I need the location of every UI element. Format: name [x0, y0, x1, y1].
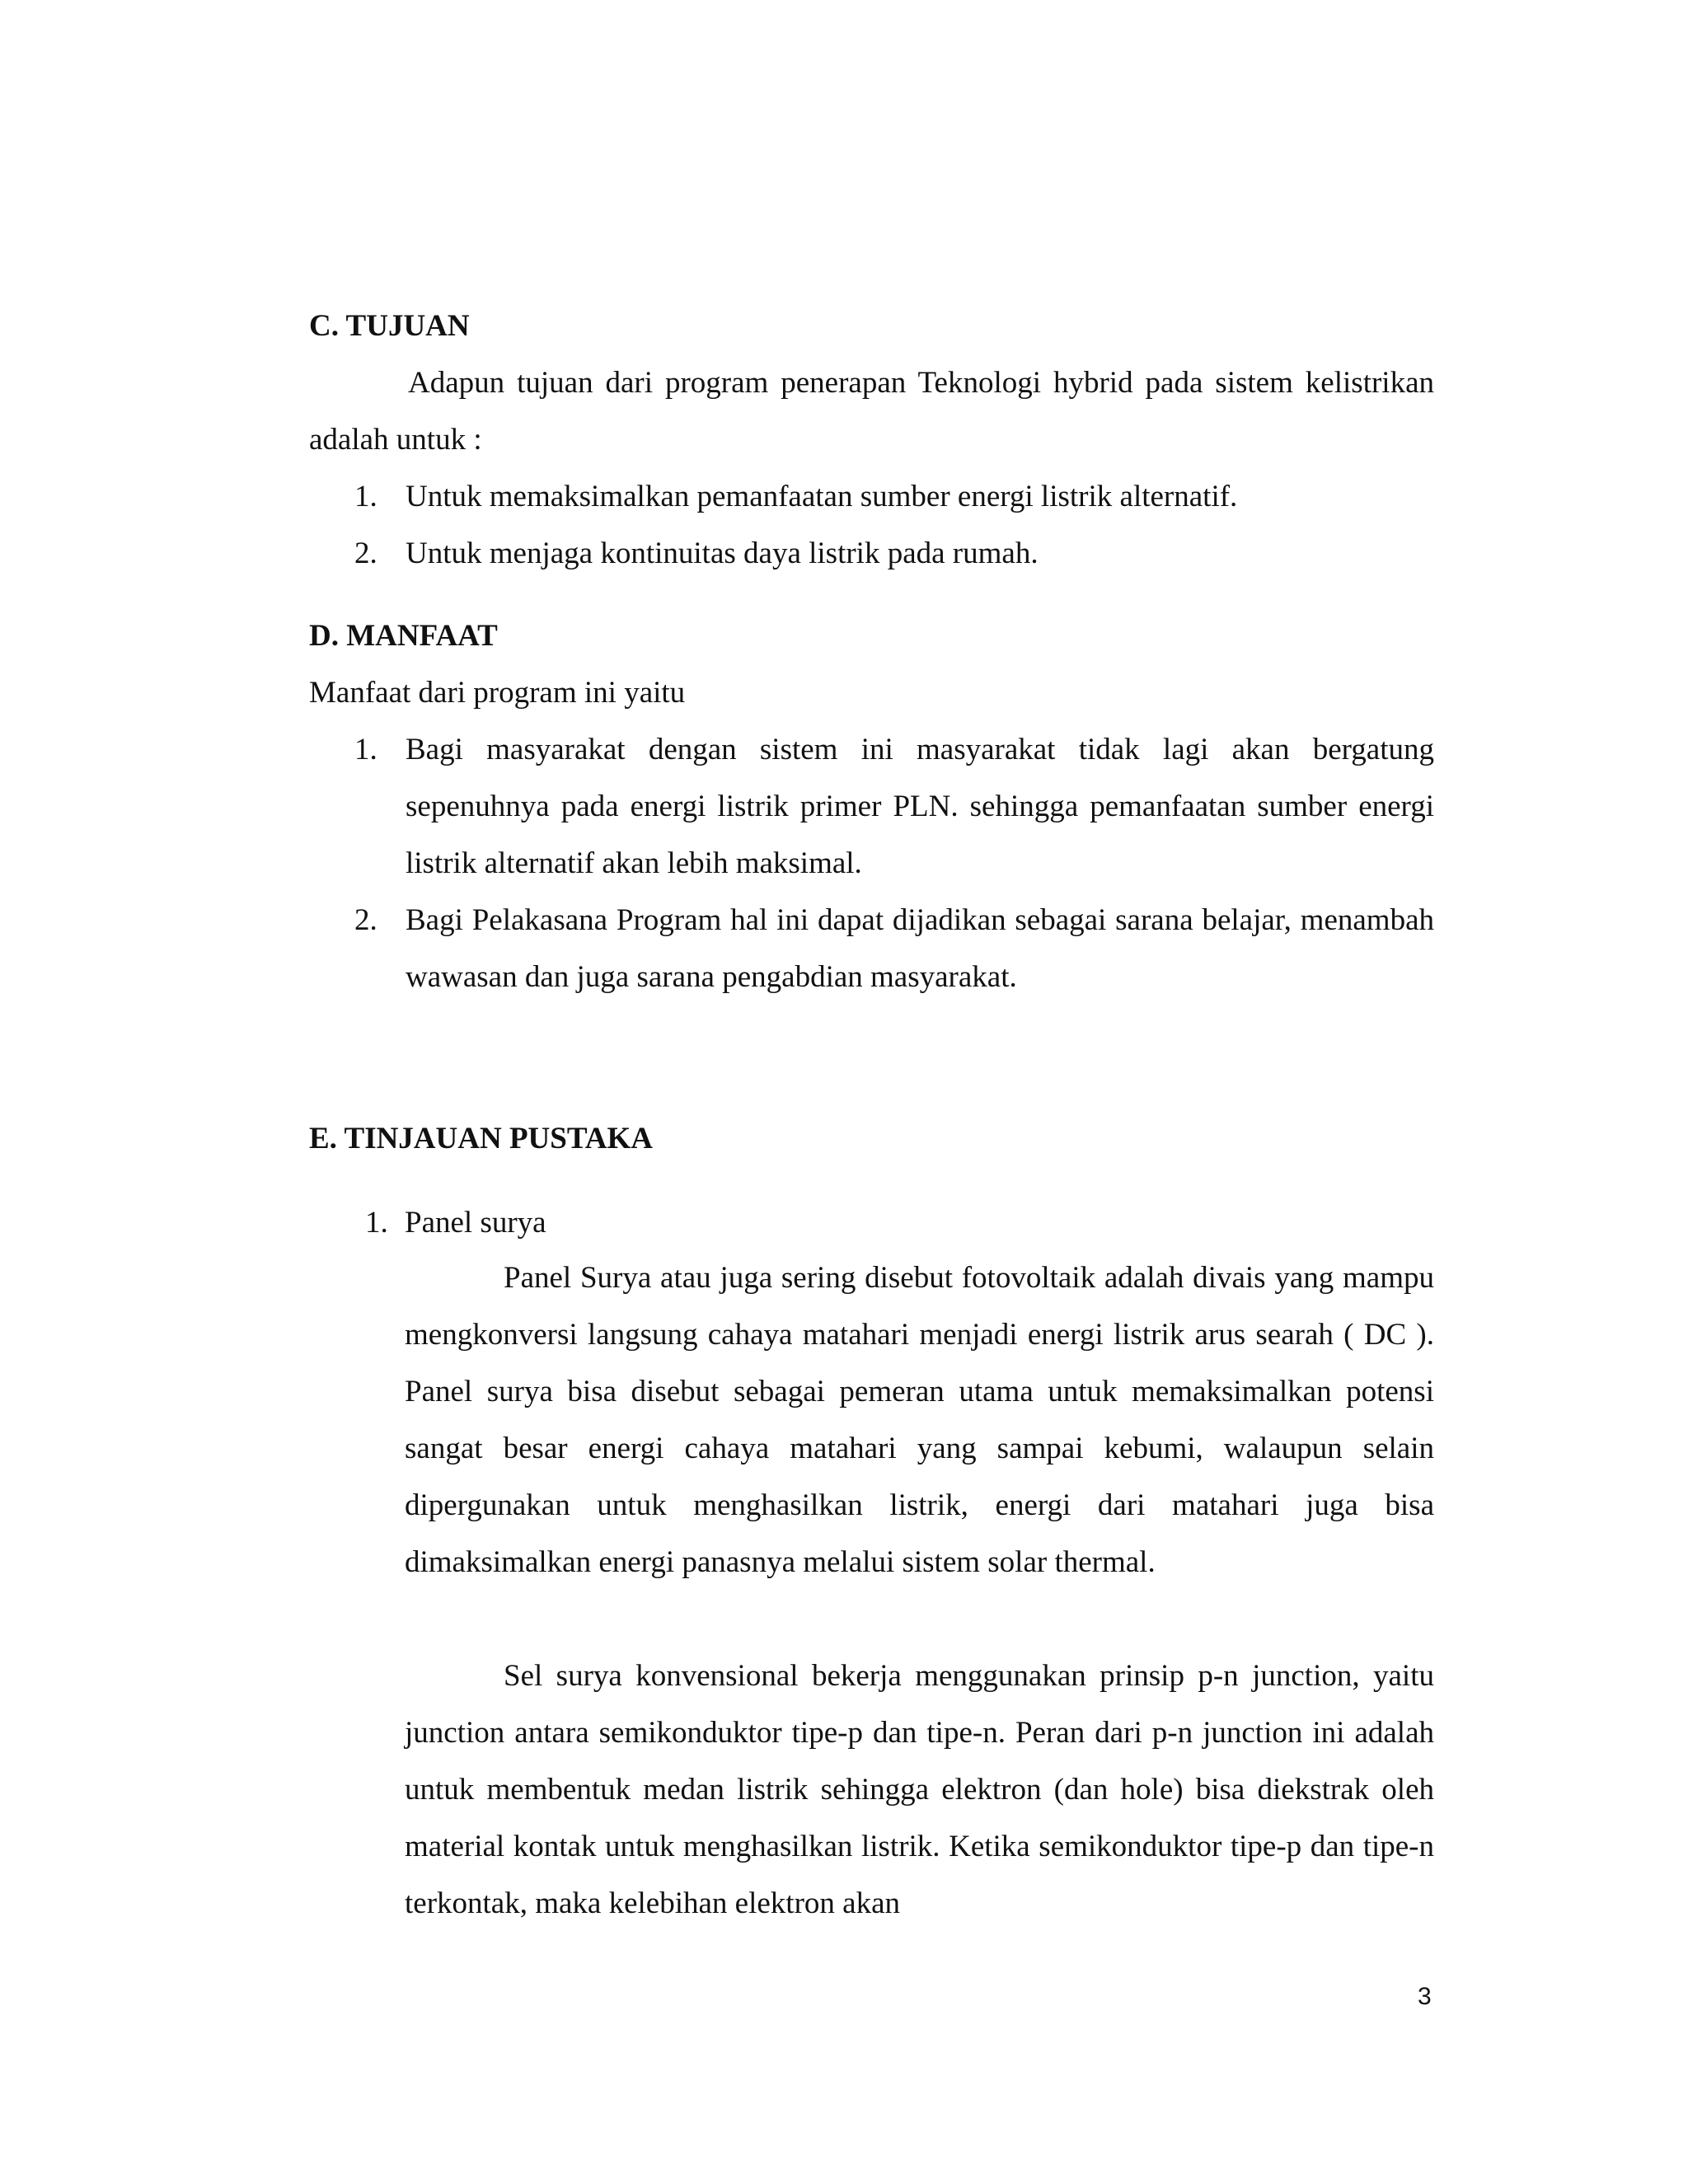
sel-surya-paragraph: Sel surya konvensional bekerja menggunakan prinsip p-n junction, yaitu junction antara semikonduktor tipe-p dan tipe-n. Peran dari p-n junction ini adalah untuk membentuk medan listrik sehingga elektron (dan hole) bisa diekstrak oleh material kontak untuk menghasilkan listrik. Ketika semikonduktor tipe-p dan tipe-n terkontak, maka kelebihan elektron akan	[405, 1659, 1434, 1920]
tujuan-intro-paragraph: Adapun tujuan dari program penerapan Teknologi hybrid pada sistem kelistrikan adalah untuk :	[309, 366, 1434, 457]
manfaat-list-item	[354, 721, 1434, 892]
list-item-number: 2.	[354, 537, 377, 570]
list-item-text: Bagi Pelakasana Program hal ini dapat dijadikan sebagai sarana belajar, menambah wawasan dan juga sarana pengabdian masyarakat.	[406, 903, 1434, 994]
list-item-text: Bagi masyarakat dengan sistem ini masyarakat tidak lagi akan bergatung sepenuhnya pada energi listrik primer PLN. sehingga pemanfaatan sumber energi listrik alternatif akan lebih maksimal.	[406, 733, 1434, 880]
manfaat-intro-line: Manfaat dari program ini yaitu	[309, 676, 686, 710]
list-item-number: 1.	[354, 480, 377, 513]
section-heading-manfaat: D. MANFAAT	[309, 619, 498, 653]
tujuan-list-item	[354, 525, 1434, 582]
section-heading-tujuan: C. TUJUAN	[309, 309, 470, 343]
section-heading-tinjauan-pustaka: E. TINJAUAN PUSTAKA	[309, 1122, 653, 1155]
list-item-number: 1.	[354, 733, 377, 766]
panel-surya-paragraph: Panel Surya atau juga sering disebut fotovoltaik adalah divais yang mampu mengkonversi langsung cahaya matahari menjadi energi listrik arus searah ( DC ). Panel surya bisa disebut sebagai pemeran utama untuk memaksimalkan potensi sangat besar energi cahaya matahari yang sampai kebumi, walaupun selain dipergunakan untuk menghasilkan listrik, energi dari matahari juga bisa dimaksimalkan energi panasnya melalui sistem solar thermal.	[405, 1261, 1434, 1579]
page-number: 3	[1418, 1983, 1432, 2010]
list-item-text: Untuk menjaga kontinuitas daya listrik pada rumah.	[406, 537, 1039, 570]
tujuan-list-item	[354, 468, 1434, 525]
manfaat-list-item	[354, 892, 1434, 1005]
list-item-text: Untuk memaksimalkan pemanfaatan sumber energi listrik alternatif.	[406, 480, 1238, 513]
subitem-number: 1.	[365, 1206, 388, 1240]
list-item-number: 2.	[354, 903, 377, 937]
subitem-title: Panel surya	[405, 1206, 546, 1240]
